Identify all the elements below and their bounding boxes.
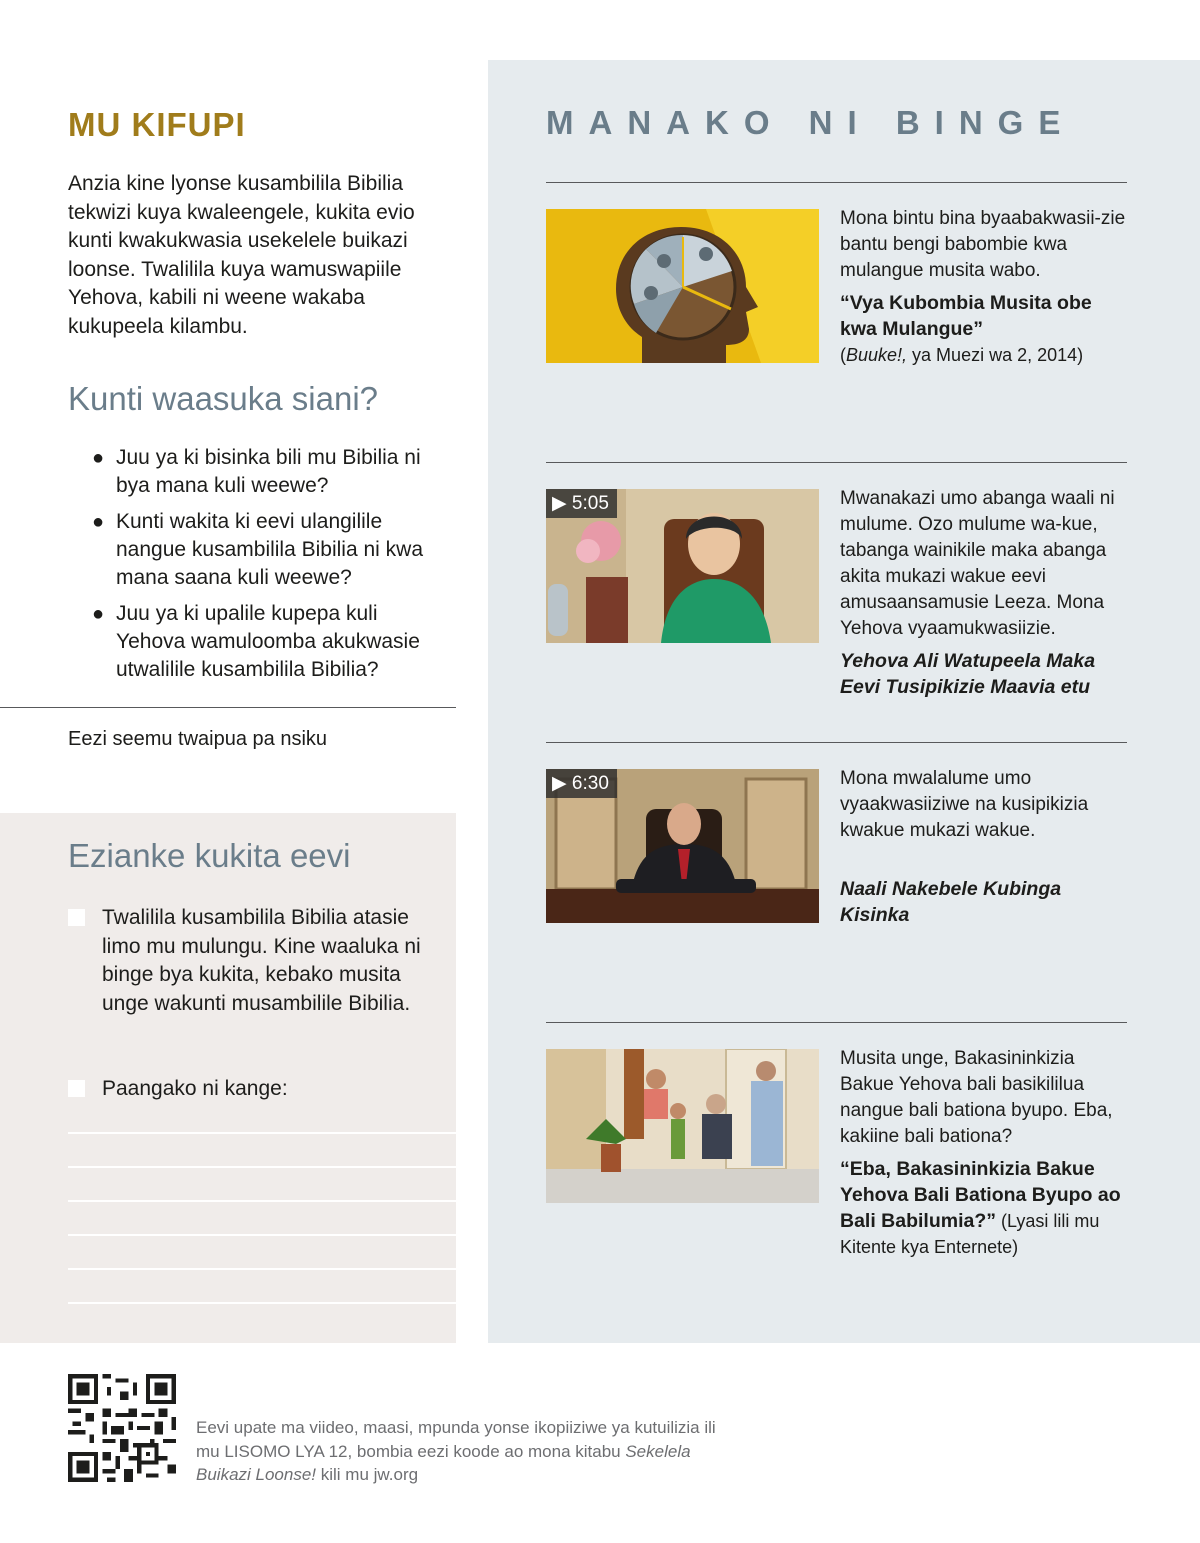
writing-line[interactable] [68,1200,456,1202]
try-this-text: Twalilila kusambilila Bibilia atasie limo mu mulungu. Kine waaluka ni binge bya kukita, kebako musita unge wakunti musambilile Bibilia. [102,906,421,1015]
item-title[interactable] [840,1156,1130,1260]
writing-line[interactable] [68,1268,456,1270]
video-thumbnail[interactable] [546,769,819,923]
date-line[interactable]: Eezi seemu twaipua pa nsiku [68,728,328,750]
more-title: MANAKO NI BINGE [546,104,1076,141]
try-this-title: Ezianke kukita eevi [68,837,351,874]
video-thumbnail[interactable] [546,489,819,643]
item-source: (Buuke!, ya Muezi wa 2, 2014) [840,345,1084,365]
item-title[interactable]: Yehova Ali Watupeela Maka Eevi Tusipikizie Maavia etu [840,650,1096,698]
summary-text: Anzia kine lyonse kusambilila Bibilia tekwizi kuya kwaleengele, kukita evio kunti kwakukwasia usekelele buikazi loonse. Twalilila kuya wamuswapiile Yehova, kabili ni weene wakaba kukupeela kilambu. [68,172,415,338]
divider [546,1022,1127,1023]
item-title[interactable]: Naali Nakebele Kubinga Kisinka [840,878,1062,926]
item-title-text[interactable]: “Vya Kubombia Musita obe kwa Mulangue” [840,292,1092,340]
summary-title: MU KIFUPI [68,106,246,143]
try-this-item[interactable] [68,904,428,1018]
divider [546,182,1127,183]
divider [546,462,1127,463]
qr-code[interactable] [68,1374,176,1482]
play-icon: ▶ [552,493,567,514]
divider [546,742,1127,743]
bullet-icon: ● [92,603,105,625]
try-this-text: Paangako ni kange: [102,1077,288,1100]
item-description: Mona mwalalume umo vyaakwasiiziwe na kusipikizia kwakue mukazi wakue. [840,768,1089,841]
footer-text: Eevi upate ma viideo, maasi, mpunda yonse ikopiiziwe ya kutuilizia ili mu LISOMO LYA 12, bombia eezi koode ao mona kitabu Sekelela Buikazi Loonse! kili mu jw.org [196,1418,716,1484]
review-question [92,508,452,592]
duration-badge: ▶ 6:30 [546,769,617,798]
head-clock-illustration [546,209,819,363]
question-text: Kunti wakita ki eevi ulangilile nangue kusambilila Bibilia ni kwa mana saana kuli weewe? [116,510,424,589]
article-thumbnail[interactable] [546,209,819,363]
bullet-icon: ● [92,511,105,533]
try-this-item[interactable] [68,1075,428,1104]
item-source: (Lyasi lili mu Kitente kya Enternete) [840,1211,1100,1257]
duration-badge: ▶ 5:05 [546,489,617,518]
review-questions [92,444,452,692]
play-icon: ▶ [552,773,567,794]
writing-line[interactable] [68,1234,456,1236]
item-description: Mona bintu bina byaabakwasii-zie bantu bengi babombie kwa mulangue musita wabo. [840,208,1126,281]
divider [0,707,456,708]
checkbox[interactable] [68,1080,85,1097]
question-text: Juu ya ki bisinka bili mu Bibilia ni bya mana kuli weewe? [116,446,421,497]
item-description: Mwanakazi umo abanga waali ni mulume. Ozo mulume wa-kue, tabanga wainikile maka abanga akita mukazi wakue eevi amusaansamusie Leeza. Mona Yehova vyaamukwasiizie. [840,488,1115,639]
article-thumbnail[interactable] [546,1049,819,1203]
writing-line[interactable] [68,1302,456,1304]
family-visit-photo [546,1049,819,1203]
item-title-text[interactable]: “Eba, Bakasininkizia Bakue Yehova Bali Bationa Byupo ao Bali Babilumia?” [840,1158,1121,1232]
item-title[interactable] [840,290,1130,368]
review-title: Kunti waasuka siani? [68,380,379,417]
item-description: Musita unge, Bakasininkizia Bakue Yehova bali basikililua nangue bali bationa byupo. Eba, kakiine bali bationa? [840,1048,1113,1147]
question-text: Juu ya ki upalile kupepa kuli Yehova wamuloomba akukwasie utwalilile kusambilila Bibilia? [116,602,420,681]
review-question [92,444,452,500]
review-question [92,600,452,684]
bullet-icon: ● [92,447,105,469]
checkbox[interactable] [68,909,85,926]
writing-line[interactable] [68,1132,456,1134]
writing-line[interactable] [68,1166,456,1168]
